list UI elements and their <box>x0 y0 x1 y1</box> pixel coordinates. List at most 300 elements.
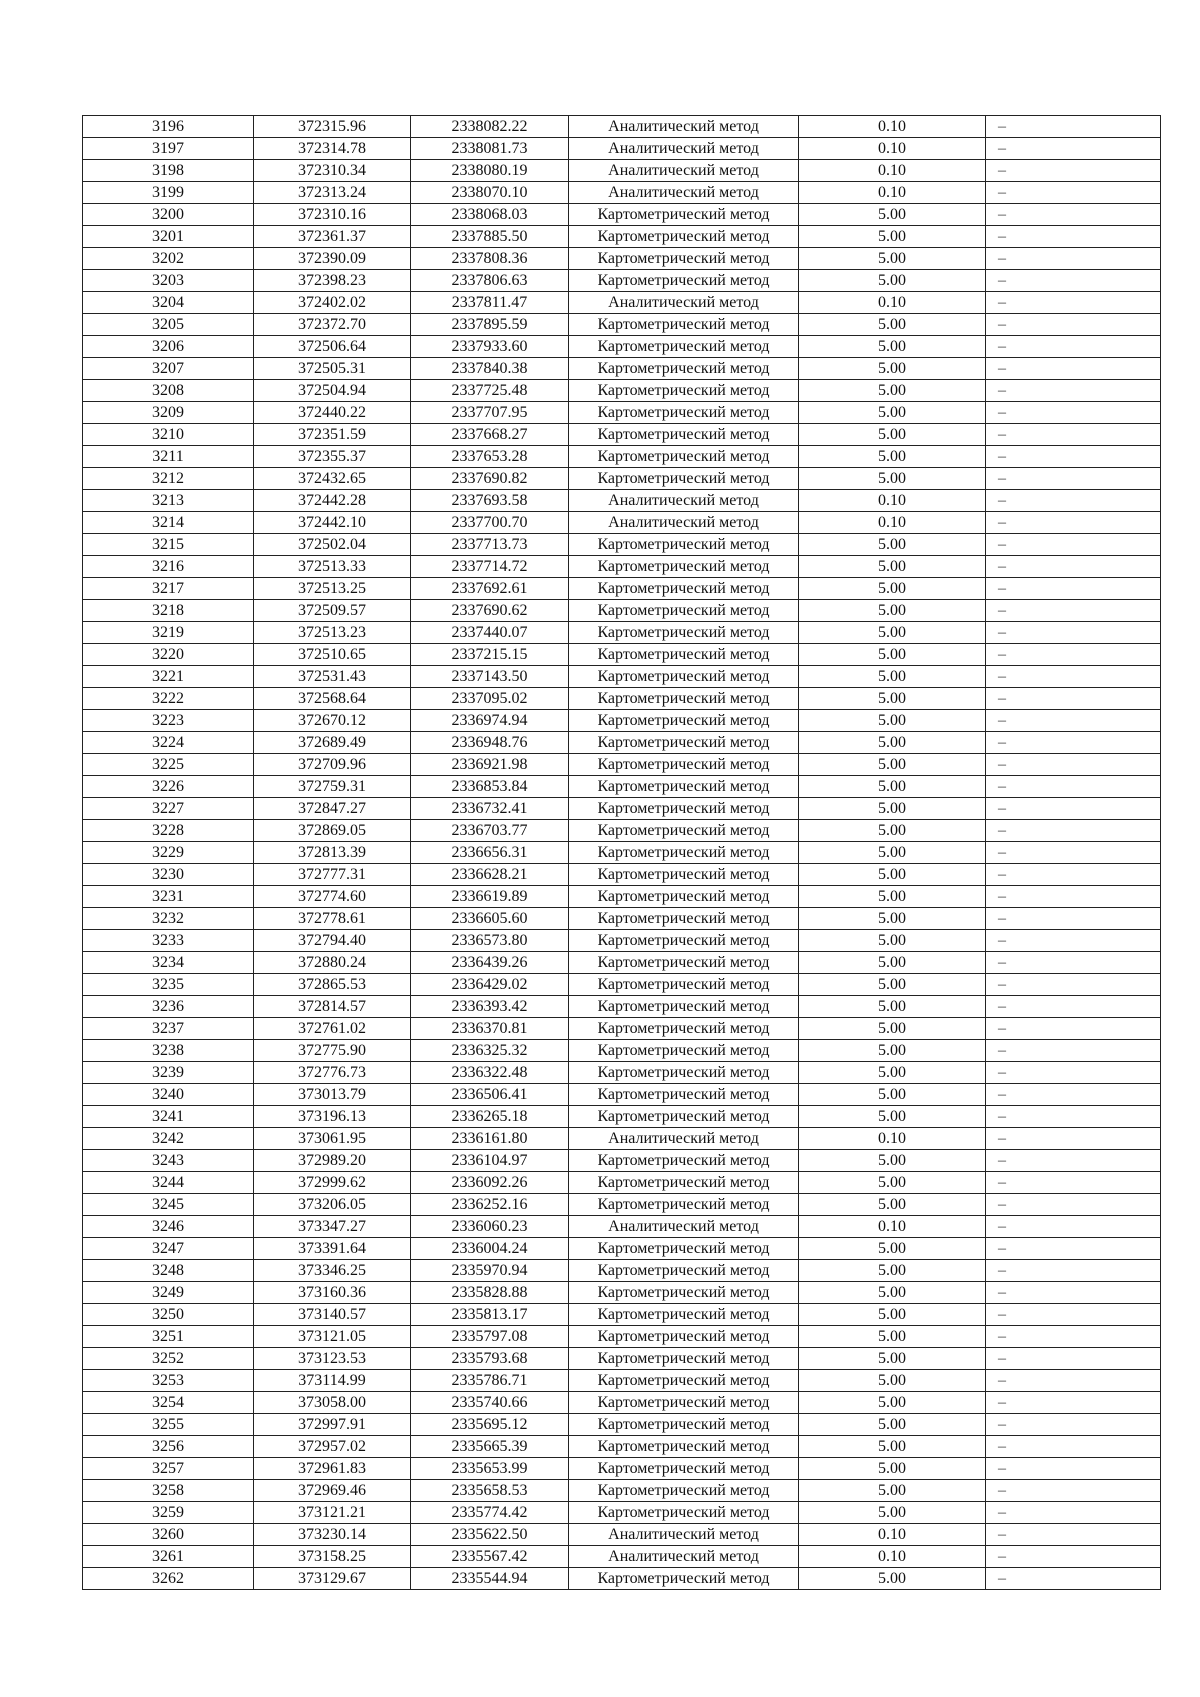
point-number-cell: 3258 <box>83 1480 254 1502</box>
point-number-cell: 3228 <box>83 820 254 842</box>
y-coordinate-cell: 2336370.81 <box>411 1018 569 1040</box>
table-row <box>83 710 1161 732</box>
x-coordinate-cell: 373160.36 <box>254 1282 411 1304</box>
y-coordinate-cell: 2337840.38 <box>411 358 569 380</box>
description-cell: – <box>986 622 1161 644</box>
description-cell: – <box>986 820 1161 842</box>
point-number-cell: 3198 <box>83 160 254 182</box>
y-coordinate-cell: 2337885.50 <box>411 226 569 248</box>
point-number-cell: 3255 <box>83 1414 254 1436</box>
method-cell: Картометрический метод <box>569 864 799 886</box>
method-cell: Картометрический метод <box>569 380 799 402</box>
accuracy-cell: 5.00 <box>799 1348 986 1370</box>
accuracy-cell: 5.00 <box>799 1458 986 1480</box>
method-cell: Картометрический метод <box>569 1084 799 1106</box>
method-cell: Картометрический метод <box>569 1568 799 1590</box>
accuracy-cell: 0.10 <box>799 116 986 138</box>
method-cell: Картометрический метод <box>569 1150 799 1172</box>
accuracy-cell: 5.00 <box>799 688 986 710</box>
method-cell: Картометрический метод <box>569 930 799 952</box>
method-cell: Картометрический метод <box>569 1238 799 1260</box>
x-coordinate-cell: 372961.83 <box>254 1458 411 1480</box>
description-cell: – <box>986 864 1161 886</box>
accuracy-cell: 0.10 <box>799 512 986 534</box>
y-coordinate-cell: 2335622.50 <box>411 1524 569 1546</box>
method-cell: Картометрический метод <box>569 974 799 996</box>
accuracy-cell: 5.00 <box>799 1260 986 1282</box>
y-coordinate-cell: 2335774.42 <box>411 1502 569 1524</box>
point-number-cell: 3209 <box>83 402 254 424</box>
accuracy-cell: 5.00 <box>799 1040 986 1062</box>
y-coordinate-cell: 2337690.82 <box>411 468 569 490</box>
y-coordinate-cell: 2338080.19 <box>411 160 569 182</box>
point-number-cell: 3206 <box>83 336 254 358</box>
point-number-cell: 3197 <box>83 138 254 160</box>
table-row <box>83 490 1161 512</box>
point-number-cell: 3260 <box>83 1524 254 1546</box>
accuracy-cell: 5.00 <box>799 600 986 622</box>
x-coordinate-cell: 372670.12 <box>254 710 411 732</box>
y-coordinate-cell: 2335695.12 <box>411 1414 569 1436</box>
point-number-cell: 3241 <box>83 1106 254 1128</box>
description-cell: – <box>986 754 1161 776</box>
method-cell: Картометрический метод <box>569 1040 799 1062</box>
method-cell: Картометрический метод <box>569 1062 799 1084</box>
x-coordinate-cell: 373058.00 <box>254 1392 411 1414</box>
table-row <box>83 556 1161 578</box>
x-coordinate-cell: 372774.60 <box>254 886 411 908</box>
point-number-cell: 3221 <box>83 666 254 688</box>
point-number-cell: 3230 <box>83 864 254 886</box>
y-coordinate-cell: 2337692.61 <box>411 578 569 600</box>
y-coordinate-cell: 2336974.94 <box>411 710 569 732</box>
description-cell: – <box>986 204 1161 226</box>
accuracy-cell: 5.00 <box>799 1568 986 1590</box>
y-coordinate-cell: 2337215.15 <box>411 644 569 666</box>
point-number-cell: 3252 <box>83 1348 254 1370</box>
y-coordinate-cell: 2335797.08 <box>411 1326 569 1348</box>
table-row <box>83 1282 1161 1304</box>
x-coordinate-cell: 373230.14 <box>254 1524 411 1546</box>
method-cell: Картометрический метод <box>569 1348 799 1370</box>
method-cell: Картометрический метод <box>569 336 799 358</box>
table-row <box>83 1480 1161 1502</box>
y-coordinate-cell: 2337933.60 <box>411 336 569 358</box>
y-coordinate-cell: 2335653.99 <box>411 1458 569 1480</box>
point-number-cell: 3208 <box>83 380 254 402</box>
accuracy-cell: 5.00 <box>799 930 986 952</box>
accuracy-cell: 5.00 <box>799 974 986 996</box>
x-coordinate-cell: 372402.02 <box>254 292 411 314</box>
y-coordinate-cell: 2338081.73 <box>411 138 569 160</box>
point-number-cell: 3249 <box>83 1282 254 1304</box>
table-row <box>83 1458 1161 1480</box>
table-row <box>83 204 1161 226</box>
y-coordinate-cell: 2336506.41 <box>411 1084 569 1106</box>
table-row <box>83 996 1161 1018</box>
x-coordinate-cell: 372531.43 <box>254 666 411 688</box>
x-coordinate-cell: 372506.64 <box>254 336 411 358</box>
table-row <box>83 1216 1161 1238</box>
y-coordinate-cell: 2336853.84 <box>411 776 569 798</box>
y-coordinate-cell: 2337095.02 <box>411 688 569 710</box>
y-coordinate-cell: 2336429.02 <box>411 974 569 996</box>
x-coordinate-cell: 372440.22 <box>254 402 411 424</box>
table-row <box>83 534 1161 556</box>
description-cell: – <box>986 336 1161 358</box>
method-cell: Картометрический метод <box>569 578 799 600</box>
x-coordinate-cell: 372513.25 <box>254 578 411 600</box>
x-coordinate-cell: 373114.99 <box>254 1370 411 1392</box>
accuracy-cell: 0.10 <box>799 138 986 160</box>
method-cell: Картометрический метод <box>569 644 799 666</box>
accuracy-cell: 5.00 <box>799 1106 986 1128</box>
point-number-cell: 3213 <box>83 490 254 512</box>
accuracy-cell: 5.00 <box>799 1392 986 1414</box>
point-number-cell: 3204 <box>83 292 254 314</box>
table-row <box>83 1414 1161 1436</box>
method-cell: Картометрический метод <box>569 798 799 820</box>
method-cell: Картометрический метод <box>569 402 799 424</box>
point-number-cell: 3244 <box>83 1172 254 1194</box>
table-row <box>83 1062 1161 1084</box>
description-cell: – <box>986 1216 1161 1238</box>
table-row <box>83 908 1161 930</box>
method-cell: Картометрический метод <box>569 204 799 226</box>
x-coordinate-cell: 372865.53 <box>254 974 411 996</box>
accuracy-cell: 0.10 <box>799 292 986 314</box>
description-cell: – <box>986 842 1161 864</box>
point-number-cell: 3223 <box>83 710 254 732</box>
point-number-cell: 3225 <box>83 754 254 776</box>
point-number-cell: 3218 <box>83 600 254 622</box>
table-row <box>83 1128 1161 1150</box>
accuracy-cell: 5.00 <box>799 248 986 270</box>
description-cell: – <box>986 732 1161 754</box>
y-coordinate-cell: 2338070.10 <box>411 182 569 204</box>
table-row <box>83 314 1161 336</box>
accuracy-cell: 5.00 <box>799 644 986 666</box>
table-row <box>83 226 1161 248</box>
accuracy-cell: 5.00 <box>799 1172 986 1194</box>
point-number-cell: 3226 <box>83 776 254 798</box>
accuracy-cell: 5.00 <box>799 336 986 358</box>
accuracy-cell: 5.00 <box>799 996 986 1018</box>
description-cell: – <box>986 710 1161 732</box>
method-cell: Картометрический метод <box>569 446 799 468</box>
point-number-cell: 3202 <box>83 248 254 270</box>
y-coordinate-cell: 2335665.39 <box>411 1436 569 1458</box>
description-cell: – <box>986 1524 1161 1546</box>
description-cell: – <box>986 248 1161 270</box>
table-row <box>83 930 1161 952</box>
description-cell: – <box>986 270 1161 292</box>
description-cell: – <box>986 1260 1161 1282</box>
point-number-cell: 3205 <box>83 314 254 336</box>
description-cell: – <box>986 1084 1161 1106</box>
point-number-cell: 3246 <box>83 1216 254 1238</box>
y-coordinate-cell: 2336656.31 <box>411 842 569 864</box>
method-cell: Картометрический метод <box>569 1282 799 1304</box>
table-row <box>83 424 1161 446</box>
description-cell: – <box>986 358 1161 380</box>
description-cell: – <box>986 1106 1161 1128</box>
description-cell: – <box>986 1326 1161 1348</box>
table-row <box>83 1546 1161 1568</box>
method-cell: Картометрический метод <box>569 1018 799 1040</box>
x-coordinate-cell: 372880.24 <box>254 952 411 974</box>
point-number-cell: 3201 <box>83 226 254 248</box>
point-number-cell: 3231 <box>83 886 254 908</box>
point-number-cell: 3262 <box>83 1568 254 1590</box>
y-coordinate-cell: 2336060.23 <box>411 1216 569 1238</box>
accuracy-cell: 5.00 <box>799 402 986 424</box>
point-number-cell: 3250 <box>83 1304 254 1326</box>
y-coordinate-cell: 2336004.24 <box>411 1238 569 1260</box>
method-cell: Картометрический метод <box>569 996 799 1018</box>
point-number-cell: 3212 <box>83 468 254 490</box>
y-coordinate-cell: 2337806.63 <box>411 270 569 292</box>
table-row <box>83 842 1161 864</box>
table-row <box>83 358 1161 380</box>
x-coordinate-cell: 373391.64 <box>254 1238 411 1260</box>
table-row <box>83 688 1161 710</box>
table-row <box>83 1370 1161 1392</box>
point-number-cell: 3196 <box>83 116 254 138</box>
accuracy-cell: 5.00 <box>799 908 986 930</box>
method-cell: Картометрический метод <box>569 534 799 556</box>
point-number-cell: 3211 <box>83 446 254 468</box>
description-cell: – <box>986 116 1161 138</box>
accuracy-cell: 0.10 <box>799 1216 986 1238</box>
description-cell: – <box>986 1040 1161 1062</box>
table-row <box>83 886 1161 908</box>
method-cell: Картометрический метод <box>569 1172 799 1194</box>
x-coordinate-cell: 372997.91 <box>254 1414 411 1436</box>
description-cell: – <box>986 402 1161 424</box>
table-row <box>83 864 1161 886</box>
description-cell: – <box>986 182 1161 204</box>
x-coordinate-cell: 373123.53 <box>254 1348 411 1370</box>
accuracy-cell: 0.10 <box>799 1546 986 1568</box>
x-coordinate-cell: 372310.16 <box>254 204 411 226</box>
description-cell: – <box>986 644 1161 666</box>
accuracy-cell: 5.00 <box>799 204 986 226</box>
table-row <box>83 1150 1161 1172</box>
y-coordinate-cell: 2336732.41 <box>411 798 569 820</box>
table-row <box>83 1348 1161 1370</box>
description-cell: – <box>986 1480 1161 1502</box>
accuracy-cell: 5.00 <box>799 1084 986 1106</box>
table-row <box>83 1392 1161 1414</box>
description-cell: – <box>986 490 1161 512</box>
accuracy-cell: 5.00 <box>799 1436 986 1458</box>
method-cell: Картометрический метод <box>569 1304 799 1326</box>
y-coordinate-cell: 2338082.22 <box>411 116 569 138</box>
x-coordinate-cell: 373196.13 <box>254 1106 411 1128</box>
y-coordinate-cell: 2337653.28 <box>411 446 569 468</box>
x-coordinate-cell: 372504.94 <box>254 380 411 402</box>
description-cell: – <box>986 1282 1161 1304</box>
y-coordinate-cell: 2337725.48 <box>411 380 569 402</box>
method-cell: Картометрический метод <box>569 622 799 644</box>
accuracy-cell: 5.00 <box>799 380 986 402</box>
y-coordinate-cell: 2335828.88 <box>411 1282 569 1304</box>
y-coordinate-cell: 2336948.76 <box>411 732 569 754</box>
point-number-cell: 3220 <box>83 644 254 666</box>
table-row <box>83 1084 1161 1106</box>
x-coordinate-cell: 372398.23 <box>254 270 411 292</box>
method-cell: Картометрический метод <box>569 1480 799 1502</box>
x-coordinate-cell: 372390.09 <box>254 248 411 270</box>
table-row <box>83 776 1161 798</box>
method-cell: Картометрический метод <box>569 710 799 732</box>
x-coordinate-cell: 373347.27 <box>254 1216 411 1238</box>
x-coordinate-cell: 372505.31 <box>254 358 411 380</box>
method-cell: Картометрический метод <box>569 248 799 270</box>
description-cell: – <box>986 468 1161 490</box>
table-row <box>83 336 1161 358</box>
point-number-cell: 3229 <box>83 842 254 864</box>
description-cell: – <box>986 1194 1161 1216</box>
y-coordinate-cell: 2337811.47 <box>411 292 569 314</box>
x-coordinate-cell: 372777.31 <box>254 864 411 886</box>
x-coordinate-cell: 373129.67 <box>254 1568 411 1590</box>
x-coordinate-cell: 373121.05 <box>254 1326 411 1348</box>
table-row <box>83 512 1161 534</box>
description-cell: – <box>986 1568 1161 1590</box>
x-coordinate-cell: 373121.21 <box>254 1502 411 1524</box>
y-coordinate-cell: 2336393.42 <box>411 996 569 1018</box>
y-coordinate-cell: 2335658.53 <box>411 1480 569 1502</box>
y-coordinate-cell: 2337693.58 <box>411 490 569 512</box>
method-cell: Картометрический метод <box>569 1392 799 1414</box>
x-coordinate-cell: 372442.10 <box>254 512 411 534</box>
accuracy-cell: 5.00 <box>799 1150 986 1172</box>
x-coordinate-cell: 372513.33 <box>254 556 411 578</box>
table-row <box>83 600 1161 622</box>
table-row <box>83 380 1161 402</box>
point-number-cell: 3222 <box>83 688 254 710</box>
accuracy-cell: 5.00 <box>799 446 986 468</box>
table-row <box>83 952 1161 974</box>
x-coordinate-cell: 372513.23 <box>254 622 411 644</box>
y-coordinate-cell: 2336161.80 <box>411 1128 569 1150</box>
point-number-cell: 3239 <box>83 1062 254 1084</box>
y-coordinate-cell: 2336322.48 <box>411 1062 569 1084</box>
x-coordinate-cell: 372847.27 <box>254 798 411 820</box>
point-number-cell: 3233 <box>83 930 254 952</box>
accuracy-cell: 5.00 <box>799 314 986 336</box>
x-coordinate-cell: 372442.28 <box>254 490 411 512</box>
accuracy-cell: 5.00 <box>799 952 986 974</box>
method-cell: Картометрический метод <box>569 732 799 754</box>
x-coordinate-cell: 373013.79 <box>254 1084 411 1106</box>
table-row <box>83 1040 1161 1062</box>
description-cell: – <box>986 600 1161 622</box>
table-row <box>83 622 1161 644</box>
description-cell: – <box>986 1172 1161 1194</box>
accuracy-cell: 5.00 <box>799 666 986 688</box>
point-number-cell: 3200 <box>83 204 254 226</box>
description-cell: – <box>986 556 1161 578</box>
accuracy-cell: 5.00 <box>799 1480 986 1502</box>
table-row <box>83 248 1161 270</box>
description-cell: – <box>986 776 1161 798</box>
description-cell: – <box>986 138 1161 160</box>
method-cell: Картометрический метод <box>569 1502 799 1524</box>
x-coordinate-cell: 372761.02 <box>254 1018 411 1040</box>
table-row <box>83 160 1161 182</box>
y-coordinate-cell: 2337700.70 <box>411 512 569 534</box>
method-cell: Картометрический метод <box>569 820 799 842</box>
accuracy-cell: 5.00 <box>799 556 986 578</box>
y-coordinate-cell: 2337713.73 <box>411 534 569 556</box>
method-cell: Картометрический метод <box>569 1370 799 1392</box>
y-coordinate-cell: 2335786.71 <box>411 1370 569 1392</box>
point-number-cell: 3242 <box>83 1128 254 1150</box>
x-coordinate-cell: 372372.70 <box>254 314 411 336</box>
point-number-cell: 3238 <box>83 1040 254 1062</box>
description-cell: – <box>986 908 1161 930</box>
x-coordinate-cell: 372351.59 <box>254 424 411 446</box>
x-coordinate-cell: 372568.64 <box>254 688 411 710</box>
point-number-cell: 3261 <box>83 1546 254 1568</box>
description-cell: – <box>986 512 1161 534</box>
y-coordinate-cell: 2336628.21 <box>411 864 569 886</box>
method-cell: Картометрический метод <box>569 1326 799 1348</box>
method-cell: Картометрический метод <box>569 754 799 776</box>
x-coordinate-cell: 372776.73 <box>254 1062 411 1084</box>
point-number-cell: 3236 <box>83 996 254 1018</box>
table-row <box>83 1194 1161 1216</box>
point-number-cell: 3227 <box>83 798 254 820</box>
point-number-cell: 3216 <box>83 556 254 578</box>
x-coordinate-cell: 372814.57 <box>254 996 411 1018</box>
point-number-cell: 3207 <box>83 358 254 380</box>
x-coordinate-cell: 373346.25 <box>254 1260 411 1282</box>
accuracy-cell: 5.00 <box>799 732 986 754</box>
x-coordinate-cell: 372689.49 <box>254 732 411 754</box>
y-coordinate-cell: 2336573.80 <box>411 930 569 952</box>
table-row <box>83 446 1161 468</box>
y-coordinate-cell: 2335567.42 <box>411 1546 569 1568</box>
point-number-cell: 3253 <box>83 1370 254 1392</box>
table-row <box>83 798 1161 820</box>
table-row <box>83 1172 1161 1194</box>
x-coordinate-cell: 372969.46 <box>254 1480 411 1502</box>
accuracy-cell: 5.00 <box>799 798 986 820</box>
accuracy-cell: 5.00 <box>799 710 986 732</box>
accuracy-cell: 5.00 <box>799 864 986 886</box>
point-number-cell: 3251 <box>83 1326 254 1348</box>
y-coordinate-cell: 2337143.50 <box>411 666 569 688</box>
point-number-cell: 3234 <box>83 952 254 974</box>
method-cell: Картометрический метод <box>569 952 799 974</box>
method-cell: Картометрический метод <box>569 226 799 248</box>
y-coordinate-cell: 2335740.66 <box>411 1392 569 1414</box>
table-row <box>83 754 1161 776</box>
description-cell: – <box>986 1150 1161 1172</box>
x-coordinate-cell: 372775.90 <box>254 1040 411 1062</box>
y-coordinate-cell: 2336921.98 <box>411 754 569 776</box>
method-cell: Аналитический метод <box>569 292 799 314</box>
description-cell: – <box>986 952 1161 974</box>
table-row <box>83 1106 1161 1128</box>
method-cell: Картометрический метод <box>569 1106 799 1128</box>
accuracy-cell: 5.00 <box>799 776 986 798</box>
accuracy-cell: 5.00 <box>799 886 986 908</box>
